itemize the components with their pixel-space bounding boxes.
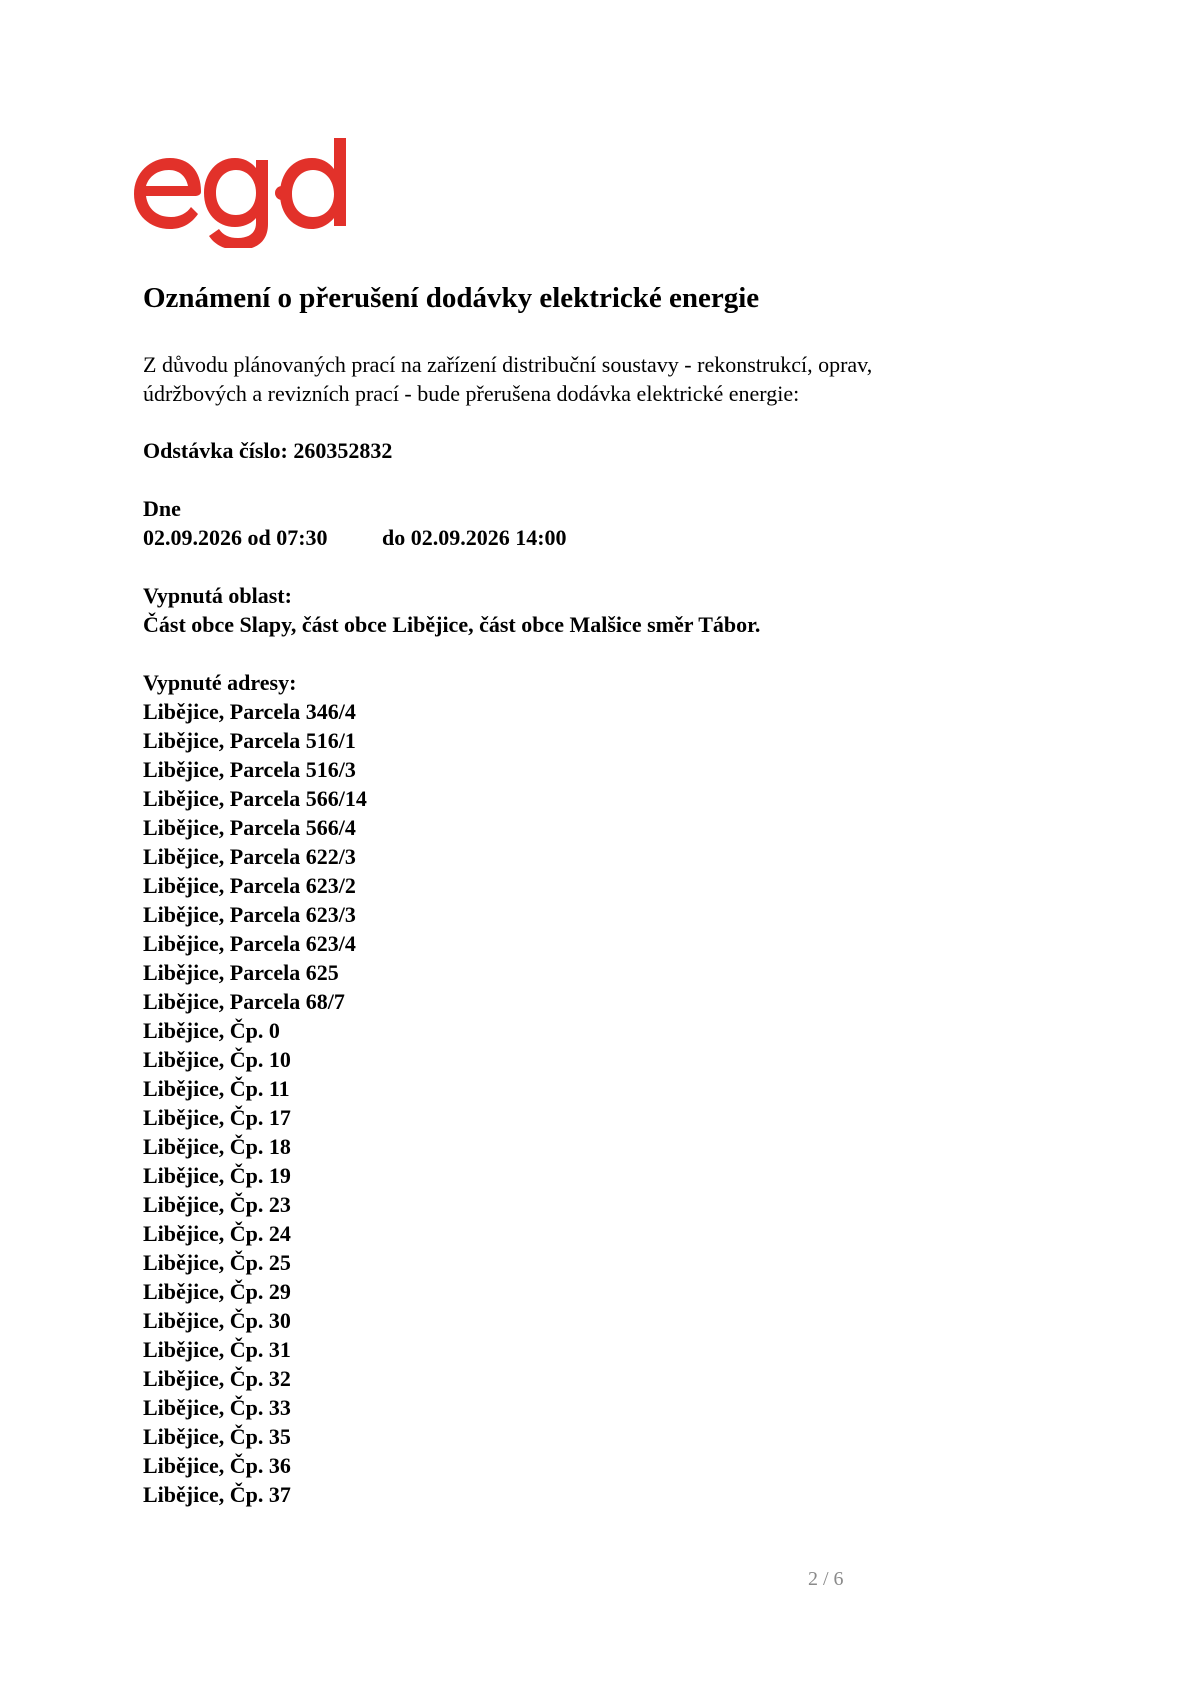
address-item: Libějice, Čp. 35 <box>143 1424 291 1449</box>
date-range <box>143 523 567 552</box>
address-item: Libějice, Čp. 23 <box>143 1192 291 1217</box>
date-to: do 02.09.2026 14:00 <box>382 525 567 550</box>
intro-line: Z důvodu plánovaných prací na zařízení distribuční soustavy - rekonstrukcí, oprav, <box>143 352 873 377</box>
address-item: Libějice, Čp. 37 <box>143 1482 291 1507</box>
date-label: Dne <box>143 496 181 521</box>
address-item: Libějice, Čp. 29 <box>143 1279 291 1304</box>
addresses-label: Vypnuté adresy: <box>143 670 297 695</box>
address-item: Libějice, Parcela 622/3 <box>143 844 356 869</box>
address-item: Libějice, Čp. 19 <box>143 1163 291 1188</box>
address-item: Libějice, Čp. 36 <box>143 1453 291 1478</box>
address-list <box>143 697 367 1509</box>
address-item: Libějice, Čp. 30 <box>143 1308 291 1333</box>
address-item: Libějice, Parcela 516/3 <box>143 757 356 782</box>
address-item: Libějice, Čp. 33 <box>143 1395 291 1420</box>
outage-number: Odstávka číslo: 260352832 <box>143 438 393 463</box>
address-item: Libějice, Čp. 11 <box>143 1076 290 1101</box>
notice-title: Oznámení o přerušení dodávky elektrické energie <box>143 282 760 314</box>
date-from: 02.09.2026 od 07:30 <box>143 525 328 550</box>
address-item: Libějice, Čp. 25 <box>143 1250 291 1275</box>
page-number: 2 / 6 <box>808 1568 844 1590</box>
address-item: Libějice, Čp. 32 <box>143 1366 291 1391</box>
egd-logo <box>128 138 348 248</box>
address-item: Libějice, Parcela 516/1 <box>143 728 356 753</box>
address-item: Libějice, Čp. 10 <box>143 1047 291 1072</box>
address-item: Libějice, Čp. 17 <box>143 1105 291 1130</box>
address-item: Libějice, Čp. 18 <box>143 1134 291 1159</box>
intro-line: údržbových a revizních prací - bude přerušena dodávka elektrické energie: <box>143 381 800 406</box>
address-item: Libějice, Čp. 24 <box>143 1221 291 1246</box>
address-item: Libějice, Parcela 68/7 <box>143 989 345 1014</box>
address-item: Libějice, Parcela 623/3 <box>143 902 356 927</box>
address-item: Libějice, Parcela 623/4 <box>143 931 356 956</box>
address-item: Libějice, Parcela 346/4 <box>143 699 356 724</box>
address-item: Libějice, Čp. 0 <box>143 1018 280 1043</box>
address-item: Libějice, Parcela 625 <box>143 960 339 985</box>
address-item: Libějice, Čp. 31 <box>143 1337 291 1362</box>
address-item: Libějice, Parcela 566/14 <box>143 786 367 811</box>
address-item: Libějice, Parcela 623/2 <box>143 873 356 898</box>
area-label: Vypnutá oblast: <box>143 583 292 608</box>
area-value: Část obce Slapy, část obce Libějice, část obce Malšice směr Tábor. <box>143 612 761 637</box>
address-item: Libějice, Parcela 566/4 <box>143 815 356 840</box>
intro-paragraph <box>143 350 1043 408</box>
